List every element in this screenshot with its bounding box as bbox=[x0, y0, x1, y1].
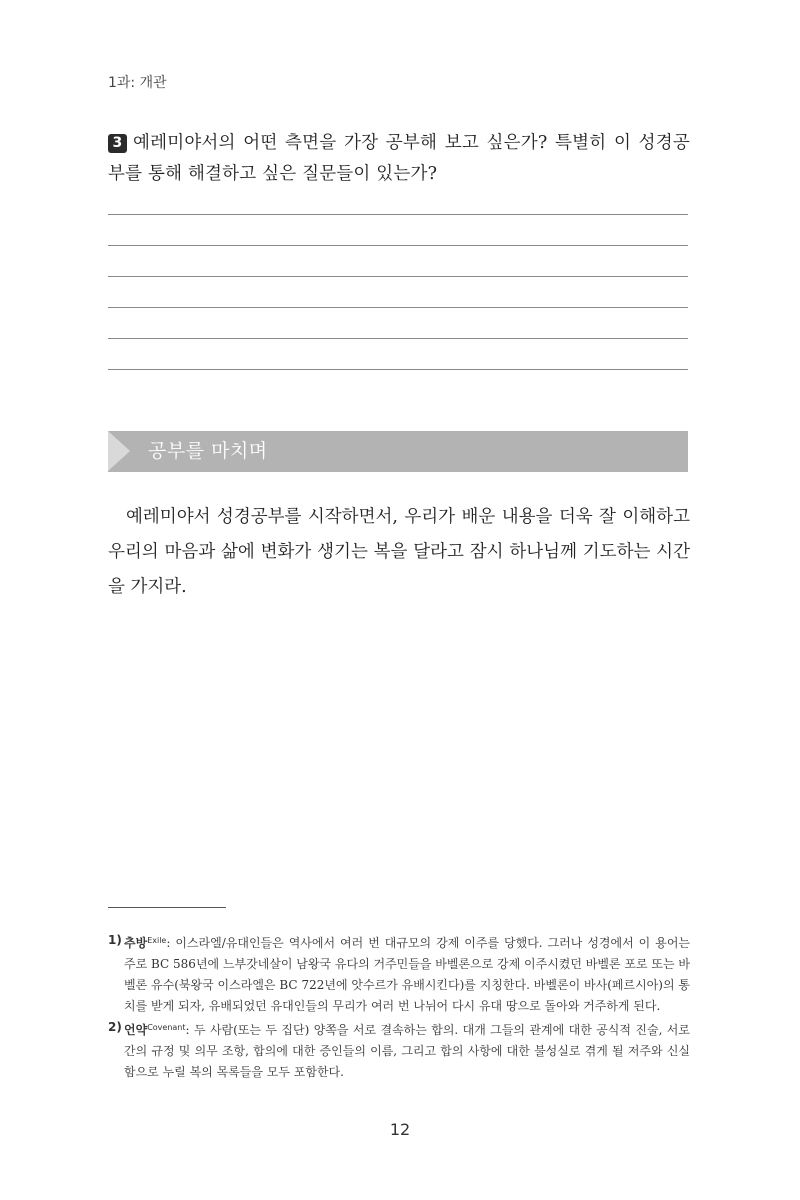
question-text: 예레미야서의 어떤 측면을 가장 공부해 보고 싶은가? 특별히 이 성경공부를 통해 해결하고 싶은 질문들이 있는가? bbox=[108, 133, 690, 184]
footnote-term: 언약 bbox=[124, 1023, 148, 1037]
question-number-badge: 3 bbox=[108, 134, 127, 153]
footnote-number: 1) bbox=[108, 933, 122, 947]
footnote-term-english: Covenant bbox=[147, 1023, 186, 1032]
banner-arrow-icon bbox=[108, 431, 130, 471]
answer-line bbox=[108, 276, 688, 307]
footnote-2 bbox=[108, 1017, 690, 1083]
running-head: 1과: 개관 bbox=[108, 75, 167, 91]
footnote-divider bbox=[108, 907, 226, 908]
section-title: 공부를 마치며 bbox=[148, 440, 268, 462]
footnote-text: : 두 사람(또는 두 집단) 양쪽을 서로 결속하는 합의. 대개 그들의 관계에 대한 공식적 진술, 서로 간의 규정 및 의무 조항, 합의에 대한 증인들의 이름, 그리고 합의 사항에 대한 불성실로 겪게 될 저주와 신실함으로 누릴 복의 목록들을 모두 포함한다. bbox=[124, 1023, 690, 1079]
question-3 bbox=[108, 128, 690, 190]
page-number: 12 bbox=[389, 1120, 411, 1139]
footnotes bbox=[108, 930, 690, 1083]
answer-line bbox=[108, 338, 688, 369]
answer-lines bbox=[108, 214, 688, 400]
answer-line bbox=[108, 369, 688, 400]
footnote-text: : 이스라엘/유대인들은 역사에서 여러 번 대규모의 강제 이주를 당했다. 그러나 성경에서 이 용어는 주로 BC 586년에 느부갓네살이 남왕국 유다의 거주민들을 바벨론으로 강제 이주시켰던 바벨론 포로 또는 바벨론 유수(북왕국 이스라엘은 BC 722년에 앗수르가 유배시킨다)를 지칭한다. 바벨론이 바사(페르시아)의 통치를 받게 되자, 유배되었던 유대인들의 무리가 여러 번 나뉘어 다시 유대 땅으로 돌아와 거주하게 된다. bbox=[124, 936, 690, 1013]
footnote-1 bbox=[108, 930, 690, 1017]
section-body: 예레미야서 성경공부를 시작하면서, 우리가 배운 내용을 더욱 잘 이해하고 우리의 마음과 삶에 변화가 생기는 복을 달라고 잠시 하나님께 기도하는 시간을 가지라. bbox=[108, 507, 690, 597]
footnote-number: 2) bbox=[108, 1020, 122, 1034]
footnote-term: 추방 bbox=[124, 936, 148, 950]
answer-line bbox=[108, 245, 688, 276]
footnote-term-english: Exile bbox=[147, 936, 167, 945]
section-banner bbox=[108, 431, 688, 472]
answer-line bbox=[108, 307, 688, 338]
answer-line bbox=[108, 214, 688, 245]
